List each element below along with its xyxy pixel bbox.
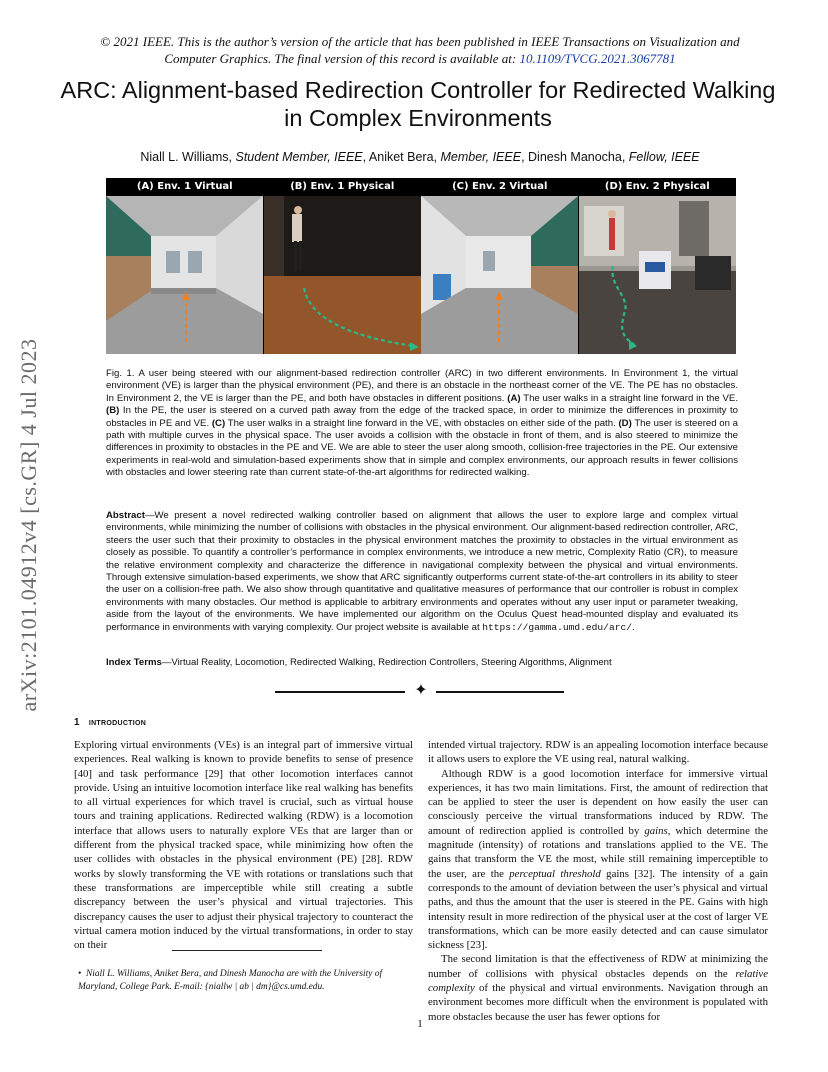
author-2-name: , Aniket Bera,: [362, 150, 441, 164]
panel-b-label: (B) Env. 1 Physical: [264, 178, 422, 196]
copyright-notice: [90, 33, 750, 67]
author-3-role: Fellow, IEEE: [628, 150, 700, 164]
panel-a: [106, 178, 264, 354]
panel-d-label: (D) Env. 2 Physical: [579, 178, 737, 196]
intro-paragraph-1: Exploring virtual environments (VEs) is an integral part of immersive virtual experiences. Real walking is known to provide benefits to sense of presence [40] and task performance [29] that other locomotion interfaces cannot provide. Using an intuitive locomotion interface like real walking has benefits to all virtual experiences for which travel is crucial, such as virtual house tours and training applications. Redirected walking (RDW) is a locomotion interface that allows users to naturally explore VEs that are larger than or different from the physical tracked space, while minimizing how often the user collides with obstacles in the physical environment (PE) [28]. RDW works by slowly transforming the VE with rotations or translations such that these transformations are imperceptible while still creating a subtle discrepancy between the user’s physical and virtual trajectories. This discrepancy causes the user to adjust their physical trajectory to counteract the virtual camera motion induced by the virtual transformations, in order to stay on their: [74, 739, 413, 952]
footnote-bullet: •: [78, 969, 82, 979]
caption-label-b: (B): [106, 405, 120, 417]
index-terms-label: Index Terms: [106, 657, 162, 668]
panel-d: [579, 178, 737, 354]
intro-paragraph-3: [428, 952, 768, 1023]
separator-ornament: ✦: [414, 682, 428, 699]
section-number: 1: [74, 717, 80, 728]
column-right: [428, 738, 768, 1024]
p3-relative-complexity: relative complexity: [428, 967, 768, 995]
panel-b: [264, 178, 422, 354]
section-title: introduction: [88, 717, 147, 728]
caption-text-b: In the PE, the user is steered on a curved path away from the edge of the tracked space, in order to minimize the differences in proximity to obstacles in PE and VE.: [106, 405, 738, 429]
footnote-rule: [172, 950, 322, 951]
paper-title: ARC: Alignment-based Redirection Controller for Redirected Walking in Complex Environments: [60, 77, 776, 131]
author-3-name: , Dinesh Manocha,: [521, 150, 629, 164]
section-heading: [74, 717, 146, 728]
abstract-text: —We present a novel redirected walking controller based on alignment that allows the user to explore large and complex virtual environments, while minimizing the number of collisions with obstacles in the physical environment. Our alignment-based redirection controller, ARC, steers the user such that their proximity to obstacles in the physical environment matches the proximity to obstacles in the virtual environment as closely as possible. To quantify a controller’s performance in complex environments, we introduce a new metric, Complexity Ratio (CR), to measure the relative environment complexity and characterize the difference in navigational complexity between the physical and virtual environments. Through extensive simulation-based experiments, we show that ARC significantly outperforms current state-of-the-art controllers in its ability to steer the user on a collision-free path. We also show through quantitative and qualitative measures of performance that our controller is robust in complex environments with many obstacles. Our method is applicable to arbitrary environments and operates without any user input or parameter tweaking, aside from the layout of the environments. We have implemented our algorithm on the Oculus Quest head-mounted display and evaluated its performance in environments with varying complexity. Our project website is available at: [106, 510, 738, 633]
page-number: 1: [417, 1018, 423, 1030]
project-url[interactable]: https://gamma.umd.edu/arc/: [482, 621, 632, 633]
p2-text-a: Although RDW is a good locomotion interface for immersive virtual experiences, it has two main limitations. First, the amount of redirection that can be applied to steer the user is dependent on how easily the user can consciously perceive the virtual transformations induced by RDW. The amount of redirection applied is controlled by: [428, 767, 768, 837]
panel-a-label: (A) Env. 1 Virtual: [106, 178, 264, 196]
doi-link[interactable]: 10.1109/TVCG.2021.3067781: [519, 51, 676, 66]
separator-line-left: [275, 691, 405, 693]
abstract: [106, 510, 738, 634]
caption-label-a: (A): [507, 392, 521, 404]
teaser-figure: [106, 178, 736, 354]
p3-text-b: of the physical and virtual environments. Navigation through an environment becomes more difficult when the environment is populated with more obstacles because the user has fewer options for: [428, 982, 768, 1023]
panel-c-image: [421, 196, 578, 354]
arxiv-stamp-text: arXiv:2101.04912v4 [cs.GR] 4 Jul 2023: [16, 338, 41, 712]
notice-text: © 2021 IEEE. This is the author’s version of the article that has been published in IEEE Transactions on Visualization and Computer Graphics. The final version of this record is available at:: [100, 34, 740, 66]
intro-paragraph-2: [428, 767, 768, 953]
caption-text-c: The user walks in a straight line forward in the VE, with obstacles on either side of the path.: [225, 417, 619, 429]
panel-d-image: [579, 196, 736, 354]
figure-caption: [106, 368, 738, 480]
p2-gains: gains: [644, 824, 668, 837]
separator-line-right: [436, 691, 564, 693]
panel-c-label: (C) Env. 2 Virtual: [421, 178, 579, 196]
caption-label-d: (D): [618, 417, 632, 429]
caption-text-d: The user is steered on a path with multiple curves in the physical space. The user avoids a collision with the obstacle in front of them, and is also steered to minimize the differences in proximity to obstacles in the PE and VE. We are able to steer the user along smooth, collision-free trajectories in the PE. Our extensive experiments in real-wold and simulation-based experiments show that in simple and complex environments, our approach results in fewer collisions with obstacles and lower steering rate than current state-of-the-art algorithms for redirected walking.: [106, 417, 739, 479]
author-2-role: Member, IEEE: [440, 150, 522, 164]
author-list: [60, 150, 780, 164]
p2-perceptual-threshold: perceptual threshold: [509, 867, 601, 880]
index-terms-text: —Virtual Reality, Locomotion, Redirected Walking, Redirection Controllers, Steering Algorithms, Alignment: [161, 657, 612, 668]
caption-label-c: (C): [211, 417, 226, 429]
p3-text-a: The second limitation is that the effectiveness of RDW at minimizing the number of collisions with physical obstacles depends on the: [428, 953, 768, 980]
caption-text-a: The user walks in a straight line forward in the VE.: [520, 392, 738, 404]
index-terms: [106, 657, 738, 669]
caption-lead: Fig. 1. A user being steered with our alignment-based redirection controller (ARC) in two different environments. In Environment 1, the virtual environment (VE) is larger than the physical environment (PE), and there is an obstacle in the northeast corner of the VE. The PE has no obstacles. In Environment 2, the VE is larger than the PE, and both have obstacles in different positions.: [106, 368, 738, 404]
arxiv-stamp: [14, 305, 44, 745]
footnote-text: Niall L. Williams, Aniket Bera, and Dinesh Manocha are with the University of Maryland, College Park. E-mail: {niallw | ab | dm}@cs.umd.edu.: [78, 969, 383, 992]
panel-a-image: [106, 196, 263, 354]
panel-b-image: [264, 196, 421, 354]
column-left: [74, 738, 413, 952]
abstract-label: Abstract: [106, 510, 145, 521]
abstract-end: .: [631, 621, 635, 633]
intro-paragraph-1-cont: intended virtual trajectory. RDW is an appealing locomotion interface because it allows users to explore the VE using real, natural walking.: [428, 739, 768, 766]
footnote: [78, 968, 413, 993]
p2-text-b: , which determine the magnitude (intensity) of rotations and translations applied to the VE. The gains that transform the VE the most, while still remaining imperceptible to the user, are the: [428, 824, 768, 880]
p2-text-c: gains [32]. The intensity of a gain corresponds to the amount of deviation between the user’s physical and virtual paths, and thus the amount that the user is steered in the PE. Gains with high intensity result in more redirection of the physical user at the cost of larger VE transformations, which can be more easily detected and can cause simulator sickness [23].: [428, 867, 768, 952]
author-1-name: Niall L. Williams,: [140, 150, 236, 164]
panel-c: [421, 178, 579, 354]
author-1-role: Student Member, IEEE: [235, 150, 363, 164]
